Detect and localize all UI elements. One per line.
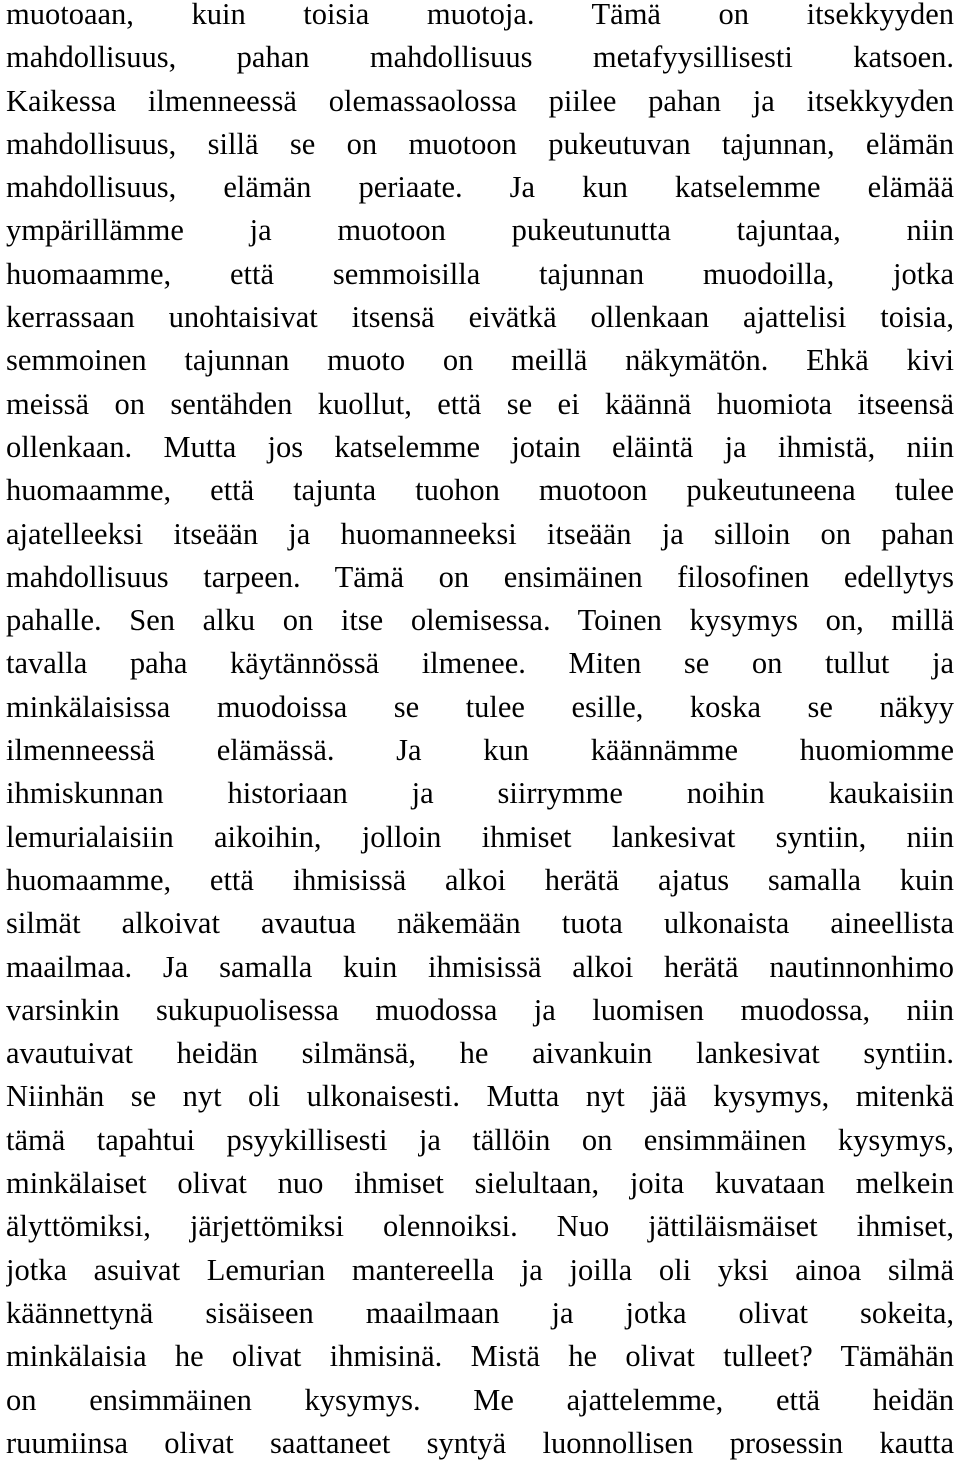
text-line: lemurialaisiin aikoihin, jolloin ihmiset lankesivat syntiin, niin — [6, 819, 954, 854]
text-line: tämä tapahtui psyykillisesti ja tällöin on ensimmäinen kysymys, — [6, 1122, 954, 1157]
text-line: tavalla paha käytännössä ilmenee. Miten se on tullut ja — [6, 646, 954, 681]
text-line: minkälaisia he olivat ihmisinä. Mistä he olivat tulleet? Tämähän — [6, 1339, 954, 1374]
text-line: ihmiskunnan historiaan ja siirrymme noihin kaukaisiin — [6, 776, 954, 811]
text-line: ruumiinsa olivat saattaneet syntyä luonnollisen prosessin kautta — [6, 1425, 954, 1460]
text-line: käännettynä sisäiseen maailmaan ja jotka olivat sokeita, — [6, 1295, 954, 1330]
text-line: maailmaa. Ja samalla kuin ihmisissä alkoi herätä nautinnonhimo — [6, 949, 954, 984]
text-line: on ensimmäinen kysymys. Me ajattelemme, että heidän — [6, 1382, 954, 1417]
text-line: huomaamme, että semmoisilla tajunnan muodoilla, jotka — [6, 256, 954, 291]
text-line: mahdollisuus tarpeen. Tämä on ensimäinen filosofinen edellytys — [6, 559, 954, 594]
text-line: mahdollisuus, pahan mahdollisuus metafyysillisesti katsoen. — [6, 40, 954, 75]
text-line: älyttömiksi, järjettömiksi olennoiksi. Nuo jättiläismäiset ihmiset, — [6, 1209, 954, 1244]
text-line: Kaikessa ilmenneessä olemassaolossa piilee pahan ja itsekkyyden — [6, 83, 954, 118]
text-line: muotoaan, kuin toisia muotoja. Tämä on itsekkyyden — [6, 0, 954, 31]
text-line: huomaamme, että tajunta tuohon muotoon pukeutuneena tulee — [6, 473, 954, 508]
text-line: Niinhän se nyt oli ulkonaisesti. Mutta nyt jää kysymys, mitenkä — [6, 1079, 954, 1114]
text-line: jotka asuivat Lemurian mantereella ja joilla oli yksi ainoa silmä — [6, 1252, 954, 1287]
text-line: ajatelleeksi itseään ja huomanneeksi itseään ja silloin on pahan — [6, 516, 954, 551]
text-line: semmoinen tajunnan muoto on meillä näkymätön. Ehkä kivi — [6, 343, 954, 378]
text-line: minkälaisissa muodoissa se tulee esille, koska se näkyy — [6, 689, 954, 724]
text-line: mahdollisuus, sillä se on muotoon pukeutuvan tajunnan, elämän — [6, 126, 954, 161]
text-line: pahalle. Sen alku on itse olemisessa. Toinen kysymys on, millä — [6, 603, 954, 638]
body-paragraph — [6, 0, 954, 1465]
text-line: kerrassaan unohtaisivat itsensä eivätkä ollenkaan ajattelisi toisia, — [6, 300, 954, 335]
text-line: varsinkin sukupuolisessa muodossa ja luomisen muodossa, niin — [6, 992, 954, 1027]
text-line: mahdollisuus, elämän periaate. Ja kun katselemme elämää — [6, 170, 954, 205]
text-line: huomaamme, että ihmisissä alkoi herätä ajatus samalla kuin — [6, 862, 954, 897]
text-line: ympärillämme ja muotoon pukeutunutta tajuntaa, niin — [6, 213, 954, 248]
text-line: minkälaiset olivat nuo ihmiset sielultaan, joita kuvataan melkein — [6, 1166, 954, 1201]
text-line: ilmenneessä elämässä. Ja kun käännämme huomiomme — [6, 733, 954, 768]
text-line: silmät alkoivat avautua näkemään tuota ulkonaista aineellista — [6, 906, 954, 941]
text-line: avautuivat heidän silmänsä, he aivankuin lankesivat syntiin. — [6, 1036, 954, 1071]
text-line: meissä on sentähden kuollut, että se ei käännä huomiota itseensä — [6, 386, 954, 421]
text-line: ollenkaan. Mutta jos katselemme jotain eläintä ja ihmistä, niin — [6, 429, 954, 464]
